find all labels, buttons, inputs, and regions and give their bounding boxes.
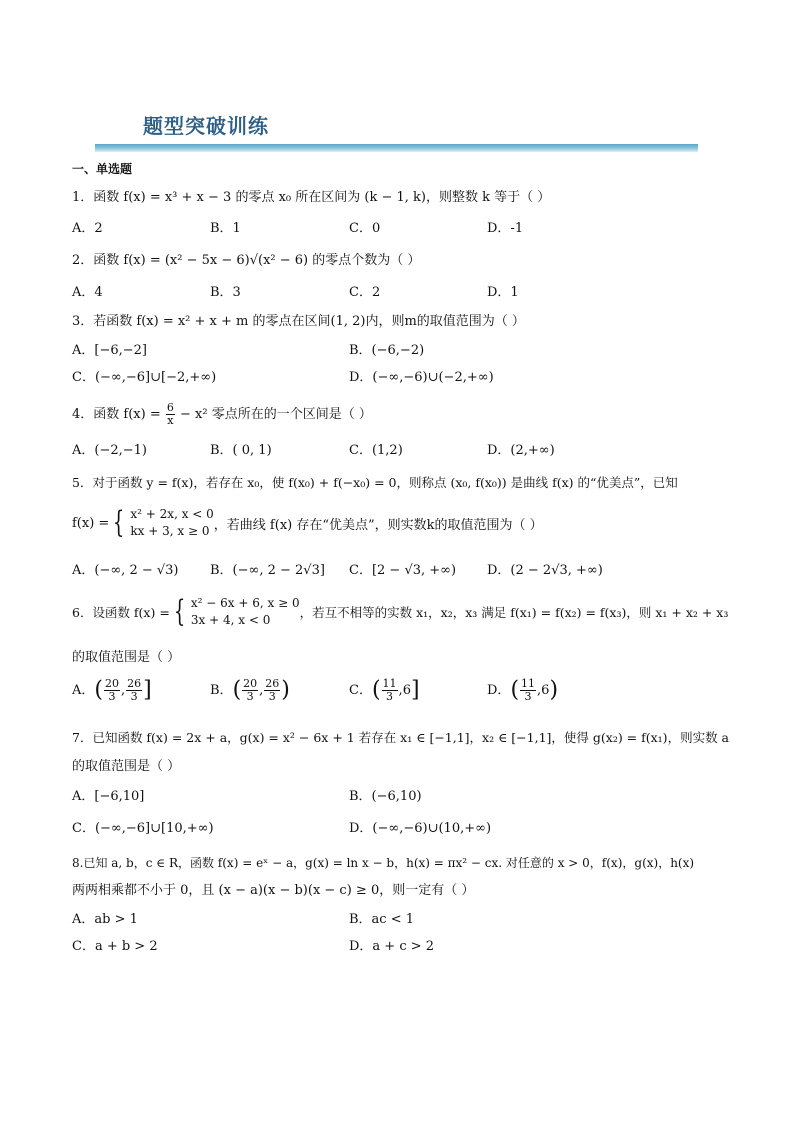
q6-b-left-bracket: ( xyxy=(232,677,242,703)
q6-a-frac-2 xyxy=(126,678,142,703)
q6-option-b: B．( $\frac{20}{3}$ , $\frac{26}{3}$ ) xyxy=(210,677,290,703)
q6-a-den-2: 3 xyxy=(130,690,138,703)
q5-case-2: kx + 3, x ≥ 0 xyxy=(130,524,210,538)
q3-option-c: C．(−∞,−6]∪[−2,+∞) xyxy=(72,370,217,385)
q6-c-upper: 6 xyxy=(402,683,411,698)
q6-b-den-2: 3 xyxy=(268,690,276,703)
q5-lhs: f(x) = xyxy=(72,515,110,531)
q5-option-a: A．(−∞, 2 − √3) xyxy=(72,563,179,578)
q6-option-b-label: B． xyxy=(210,683,233,698)
q6-tail: ，若互不相等的实数 x₁，x₂，x₃ 满足 f(x₁) = f(x₂) = f(x₃)，则 x₁ + x₂ + x₃ xyxy=(299,605,729,620)
q6-case-1: x² − 6x + 6, x ≥ 0 xyxy=(190,596,300,610)
q5-option-b: B．(−∞, 2 − 2√3] xyxy=(210,563,325,578)
q4-option-b: B．( 0, 1) xyxy=(210,443,272,458)
title-underline-bar xyxy=(95,144,698,152)
q4-stem-before: 4．函数 f(x) = xyxy=(72,407,161,422)
q6-c-den-1: 3 xyxy=(386,690,394,703)
q5-cases xyxy=(130,506,213,540)
q6-option-c-label: C． xyxy=(349,683,372,698)
q5-option-c: C．[2 − √3, +∞) xyxy=(349,563,457,578)
q3-option-b: B．(−6,−2) xyxy=(349,343,425,358)
q4-fraction xyxy=(166,402,175,427)
question-1-stem: 1．函数 f(x) = x³ + x − 3 的零点 x₀ 所在区间为 (k − 1, k)，则整数 k 等于（ ） xyxy=(72,190,551,205)
q6-c-num-1: 11 xyxy=(382,677,397,690)
q6-b-frac-1 xyxy=(242,678,258,703)
q6-a-frac-1 xyxy=(104,678,120,703)
question-7-stem: 7．已知函数 f(x) = 2x + a，g(x) = x² − 6x + 1 若存在 x₁ ∈ [−1,1]，x₂ ∈ [−1,1]，使得 g(x₂) = f(x₁)，则实数 a xyxy=(72,730,729,745)
q6-b-num-2: 26 xyxy=(265,677,280,690)
q6-a-num-2: 26 xyxy=(127,677,142,690)
q8-option-c: C．a + b > 2 xyxy=(72,939,158,954)
q6-option-d: D．( $\frac{11}{3}$ ,6) xyxy=(487,677,559,703)
q6-b-right-bracket: ) xyxy=(281,677,290,703)
question-4-stem xyxy=(72,402,372,427)
q6-case-2: 3x + 4, x < 0 xyxy=(190,613,271,627)
q4-fraction-numerator: 6 xyxy=(166,401,174,414)
q2-option-c: C．2 xyxy=(349,285,381,300)
q7-option-a: A．[−6,10] xyxy=(72,789,145,804)
q1-option-c: C．0 xyxy=(349,221,381,236)
q4-option-d: D．(2,+∞) xyxy=(487,443,555,458)
q4-fraction-denominator: x xyxy=(167,414,174,427)
q5-piecewise xyxy=(72,506,543,540)
q2-option-d: D．1 xyxy=(487,285,519,300)
q6-lhs: 6．设函数 f(x) = xyxy=(72,605,170,620)
q4-option-a: A．(−2,−1) xyxy=(72,443,147,458)
q8-option-a: A．ab > 1 xyxy=(72,912,138,927)
question-7-line-2: 的取值范围是（ ） xyxy=(72,759,181,774)
question-6-line-2: 的取值范围是（ ） xyxy=(72,650,181,665)
left-brace-icon: { xyxy=(113,505,125,540)
q6-c-frac-1 xyxy=(382,678,398,703)
left-brace-icon: { xyxy=(173,594,186,629)
q6-b-num-1: 20 xyxy=(243,677,258,690)
q6-option-d-label: D． xyxy=(487,683,511,698)
q6-piecewise xyxy=(72,595,728,629)
q4-option-c: C．(1,2) xyxy=(349,443,403,458)
q6-c-right-bracket: ] xyxy=(410,677,420,703)
q2-option-b: B．3 xyxy=(210,285,241,300)
q6-d-num-1: 11 xyxy=(521,677,536,690)
q7-option-b: B．(−6,10) xyxy=(349,789,422,804)
q6-option-c: C．( $\frac{11}{3}$ ,6] xyxy=(349,677,420,703)
q6-b-frac-2 xyxy=(264,678,280,703)
q6-d-den-1: 3 xyxy=(524,690,532,703)
q3-option-d: D．(−∞,−6)∪(−2,+∞) xyxy=(349,370,494,385)
q6-d-left-bracket: ( xyxy=(510,677,520,703)
question-8-line-2: 两两相乘都不小于 0，且 (x − a)(x − b)(x − c) ≥ 0，则一定有（ ） xyxy=(72,883,475,898)
q6-c-left-bracket: ( xyxy=(371,677,381,703)
q6-d-right-bracket: ) xyxy=(549,677,559,703)
q6-option-a: A．( $\frac{20}{3}$ , $\frac{26}{3}$ ] xyxy=(72,677,152,703)
page-title: 题型突破训练 xyxy=(143,114,269,138)
q5-case-1: x² + 2x, x < 0 xyxy=(130,507,214,521)
q6-a-left-bracket: ( xyxy=(94,677,103,703)
q8-option-d: D．a + c > 2 xyxy=(349,939,435,954)
q2-option-a: A．4 xyxy=(72,285,103,300)
question-5-stem: 5．对于函数 y = f(x)，若存在 x₀，使 f(x₀) + f(−x₀) = 0，则称点 (x₀, f(x₀)) 是曲线 f(x) 的“优美点”，已知 xyxy=(72,475,678,490)
q7-option-c: C．(−∞,−6]∪[10,+∞) xyxy=(72,821,214,836)
q5-tail: ，若曲线 f(x) 存在“优美点”，则实数k的取值范围为（ ） xyxy=(213,517,543,533)
q6-a-right-bracket: ] xyxy=(143,677,152,703)
q1-option-d: D．-1 xyxy=(487,221,524,236)
q6-a-num-1: 20 xyxy=(104,677,119,690)
section-title: 一、单选题 xyxy=(72,162,133,176)
q1-option-a: A．2 xyxy=(72,221,103,236)
q3-option-a: A．[−6,−2] xyxy=(72,343,147,358)
q6-cases xyxy=(191,595,300,629)
q7-option-d: D．(−∞,−6)∪(10,+∞) xyxy=(349,821,492,836)
q8-option-b: B．ac < 1 xyxy=(349,912,415,927)
q4-stem-after: − x² 零点所在的一个区间是（ ） xyxy=(180,407,372,422)
question-8-stem: 8.已知 a, b，c ∈ R，函数 f(x) = eˣ − a，g(x) = ln x − b，h(x) = πx² − cx. 对任意的 x > 0，f(x)，g(x)，h(x) xyxy=(72,856,695,870)
q5-option-d: D．(2 − 2√3, +∞) xyxy=(487,563,603,578)
question-3-stem: 3．若函数 f(x) = x² + x + m 的零点在区间(1, 2)内，则m的取值范围为（ ） xyxy=(72,314,525,329)
q6-d-frac-1 xyxy=(520,678,536,703)
q6-b-den-1: 3 xyxy=(246,690,254,703)
q1-option-b: B．1 xyxy=(210,221,241,236)
q6-d-upper: 6 xyxy=(541,683,550,698)
q6-option-a-label: A． xyxy=(72,683,95,698)
question-2-stem: 2．函数 f(x) = (x² − 5x − 6)√(x² − 6) 的零点个数为（ ） xyxy=(72,253,421,268)
q6-a-den-1: 3 xyxy=(108,690,116,703)
